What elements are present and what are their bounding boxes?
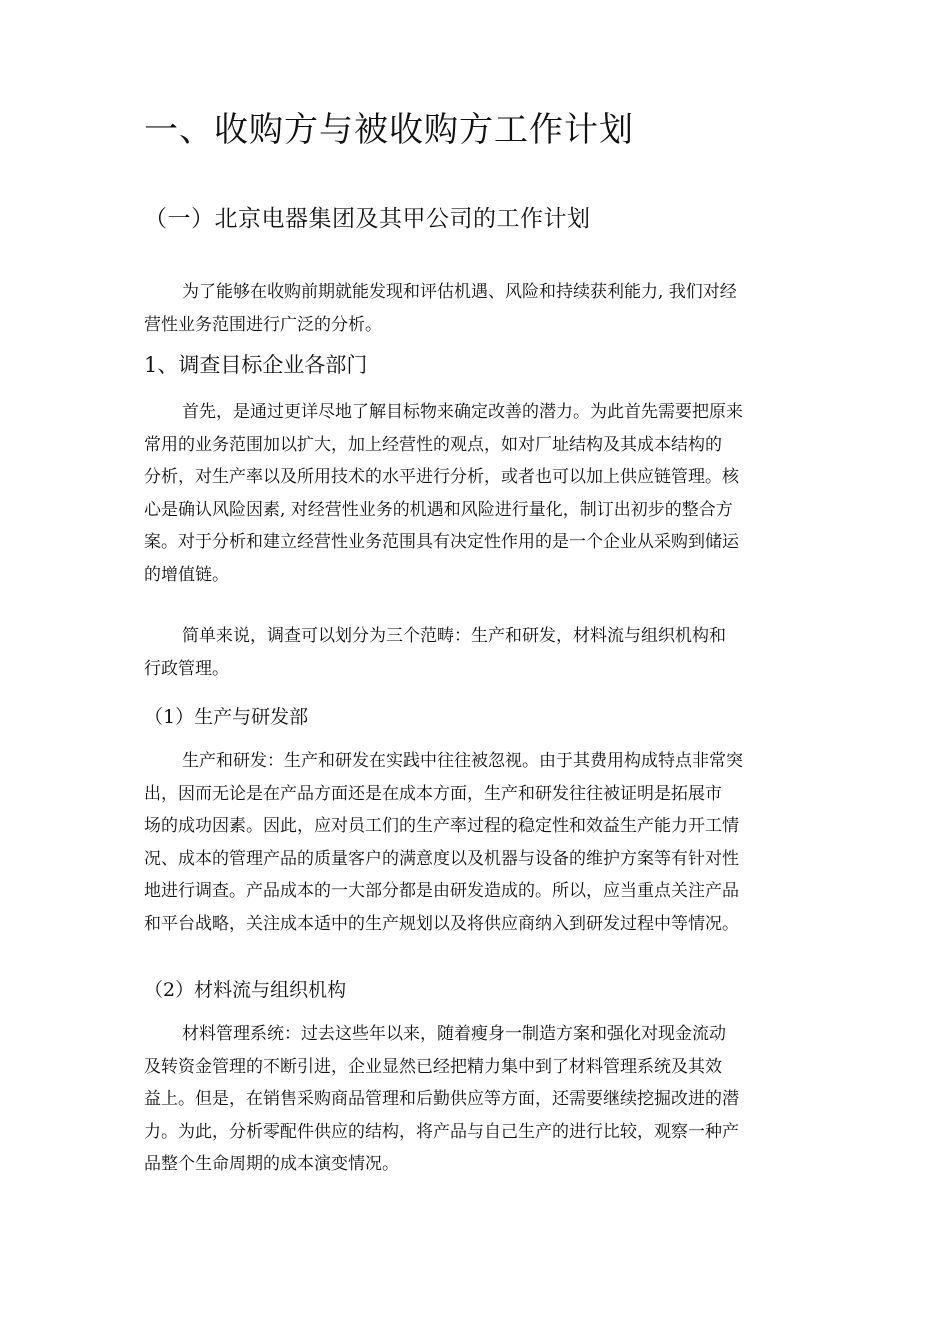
text-line: 心是确认风险因素, 对经营性业务的机遇和风险进行量化，制订出初步的整合方 [144,499,733,520]
section-1-title: 1、调查目标企业各部门 [144,353,368,377]
page-title: 一、收购方与被收购方工作计划 [144,110,634,150]
paragraph-2 [144,620,808,685]
text-line: 出，因而无论是在产品方面还是在成本方面，生产和研发往往被证明是拓展市 [144,783,722,804]
paragraph-4 [144,1018,808,1181]
text-line: 案。对于分析和建立经营性业务范围具有决定性作用的是一个企业从采购到储运 [144,532,739,553]
text-line: 分析，对生产率以及所用技术的水平进行分析，或者也可以加上供应链管理。核 [144,467,739,488]
intro-paragraph [144,276,808,341]
text-line: 材料管理系统：过去这些年以来，随着瘦身一制造方案和强化对现金流动 [182,1024,726,1044]
text-line: 场的成功因素。因此，应对员工们的生产率过程的稳定性和效益生产能力开工情 [144,816,739,837]
paragraph-1 [144,396,808,592]
text-line: 况、成本的管理产品的质量客户的满意度以及机器与设备的维护方案等有针对性 [144,848,739,869]
text-line: 地进行调查。产品成本的一大部分都是由研发造成的。所以，应当重点关注产品 [144,881,739,902]
text-line: 及转资金管理的不断引进，企业显然已经把精力集中到了材料管理系统及其效 [144,1056,722,1077]
text-line: 营性业务范围进行广泛的分析。 [144,314,382,335]
text-line: 首先，是通过更详尽地了解目标物来确定改善的潜力。为此首先需要把原来 [182,402,743,422]
subsection-2-title: （2）材料流与组织机构 [144,979,347,1001]
section-subheading: （一）北京电器集团及其甲公司的工作计划 [144,206,591,232]
text-line: 生产和研发：生产和研发在实践中往往被忽视。由于其费用构成特点非常突 [182,751,743,771]
text-line: 的增值链。 [144,564,229,585]
text-line: 为了能够在收购前期就能发现和评估机遇、风险和持续获利能力, 我们对经 [182,282,737,302]
text-line: 品整个生命周期的成本演变情况。 [144,1154,399,1175]
text-line: 益上。但是，在销售采购商品管理和后勤供应等方面，还需要继续挖掘改进的潜 [144,1089,739,1110]
text-line: 力。为此，分析零配件供应的结构，将产品与自己生产的进行比较，观察一种产 [144,1121,739,1142]
paragraph-3 [144,745,808,941]
text-line: 和平台战略，关注成本适中的生产规划以及将供应商纳入到研发过程中等情况。 [144,913,739,934]
subsection-1-title: （1）生产与研发部 [144,706,309,728]
text-line: 常用的业务范围加以扩大，加上经营性的观点，如对厂址结构及其成本结构的 [144,434,722,455]
text-line: 简单来说，调查可以划分为三个范畴：生产和研发，材料流与组织机构和 [182,626,726,646]
text-line: 行政管理。 [144,658,229,679]
